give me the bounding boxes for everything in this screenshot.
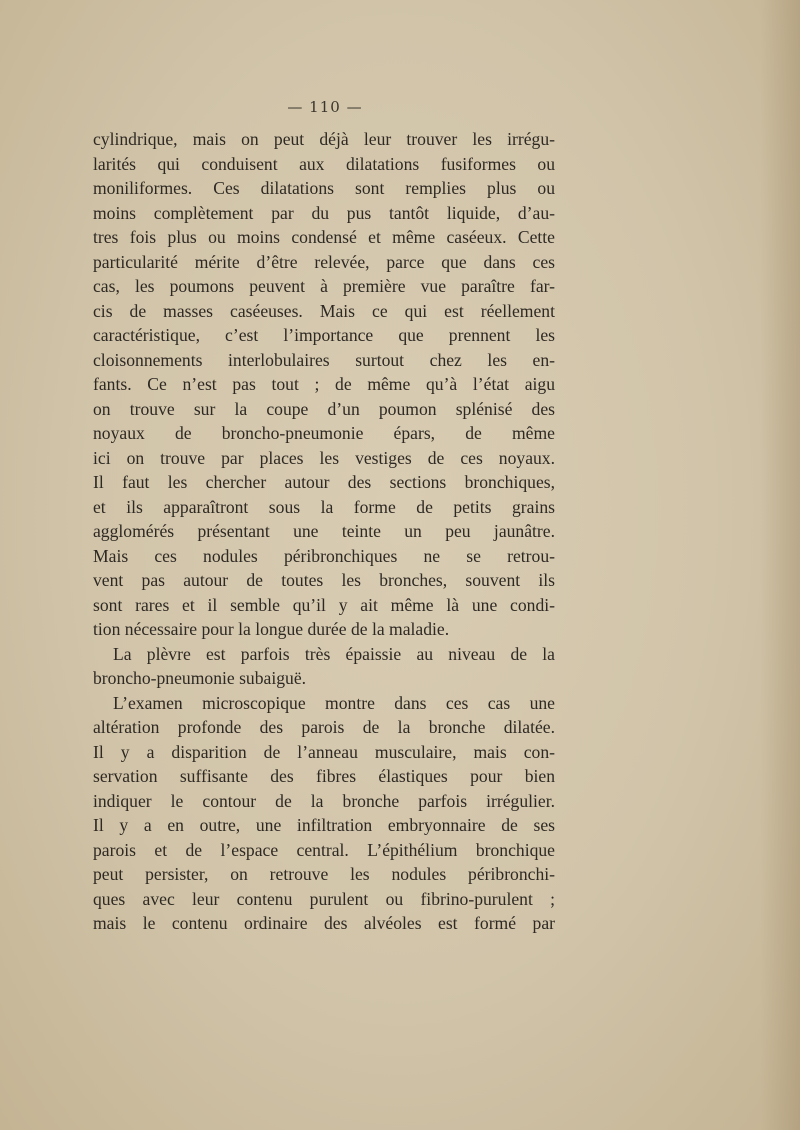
text-line: moins complètement par du pus tantôt liquide, d’au-: [93, 202, 555, 223]
text-line: altération profonde des parois de la bronche dilatée.: [93, 717, 555, 737]
text-line: mais le contenu ordinaire des alvéoles est formé par: [93, 913, 555, 933]
text-line: particularité mérite d’être relevée, parce que dans ces: [93, 251, 555, 272]
text-line: caractéristique, c’est l’importance que prennent les: [93, 325, 555, 345]
text-line: fants. Ce n’est pas tout ; de même qu’à l’état aigu: [93, 374, 555, 394]
page-number: — 110 —: [287, 98, 363, 116]
text-line: sont rares et il semble qu’il y ait même là une condi-: [93, 594, 555, 615]
text-line: agglomérés présentant une teinte un peu jaunâtre.: [93, 521, 555, 541]
text-line: moniliformes. Ces dilatations sont remplies plus ou: [93, 178, 555, 198]
body-text: [93, 127, 555, 936]
text-line: larités qui conduisent aux dilatations fusiformes ou: [93, 153, 555, 174]
text-line: parois et de l’espace central. L’épithélium bronchique: [93, 839, 555, 860]
text-line: Il y a disparition de l’anneau musculaire, mais con-: [93, 741, 555, 762]
text-line: servation suffisante des fibres élastiques pour bien: [93, 766, 555, 786]
text-line: indiquer le contour de la bronche parfois irrégulier.: [93, 790, 555, 811]
text-line: et ils apparaîtront sous la forme de petits grains: [93, 496, 555, 517]
text-line: cloisonnements interlobulaires surtout chez les en-: [93, 349, 555, 370]
text-line: peut persister, on retrouve les nodules péribronchi-: [93, 864, 555, 884]
text-line: ques avec leur contenu purulent ou fibrino-purulent ;: [93, 888, 555, 909]
text-line: Il faut les chercher autour des sections bronchiques,: [93, 472, 555, 492]
text-line: vent pas autour de toutes les bronches, souvent ils: [93, 570, 555, 590]
text-line: L’examen microscopique montre dans ces cas une: [113, 692, 555, 713]
text-line: tres fois plus ou moins condensé et même caséeux. Cette: [93, 227, 555, 247]
text-line: tion nécessaire pour la longue durée de la maladie.: [93, 619, 450, 639]
text-line: broncho-pneumonie subaiguë.: [93, 668, 307, 688]
page-edge-shadow: [760, 0, 800, 1130]
text-line: cylindrique, mais on peut déjà leur trouver les irrégu-: [93, 129, 555, 149]
text-line: cis de masses caséeuses. Mais ce qui est réellement: [93, 300, 555, 321]
text-line: cas, les poumons peuvent à première vue paraître far-: [93, 276, 555, 296]
text-line: Il y a en outre, une infiltration embryonnaire de ses: [93, 815, 555, 835]
text-line: La plèvre est parfois très épaissie au niveau de la: [113, 643, 555, 664]
text-line: noyaux de broncho-pneumonie épars, de même: [93, 423, 555, 443]
text-line: ici on trouve par places les vestiges de ces noyaux.: [93, 447, 555, 468]
text-line: Mais ces nodules péribronchiques ne se retrou-: [93, 545, 555, 566]
text-line: on trouve sur la coupe d’un poumon splénisé des: [93, 398, 555, 419]
